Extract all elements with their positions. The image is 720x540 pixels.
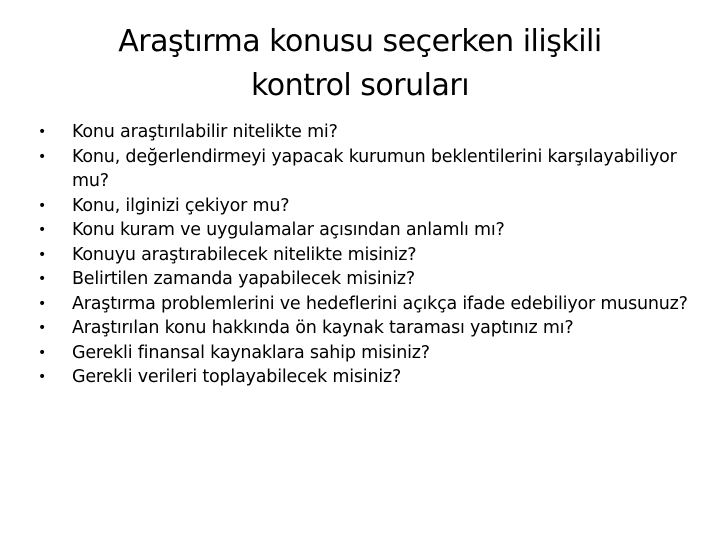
bullet-item bbox=[38, 365, 698, 390]
bullet-item bbox=[38, 120, 698, 145]
bullet-list bbox=[38, 120, 698, 390]
bullet-item bbox=[38, 218, 698, 243]
bullet-text: Konu, ilginizi çekiyor mu? bbox=[72, 195, 290, 216]
bullet-item bbox=[38, 267, 698, 292]
bullet-icon: • bbox=[38, 124, 47, 140]
bullet-item bbox=[38, 194, 698, 219]
bullet-text: Konu, değerlendirmeyi yapacak kurumun beklentilerini karşılayabiliyor mu? bbox=[72, 146, 677, 191]
bullet-item bbox=[38, 341, 698, 366]
bullet-item bbox=[38, 316, 698, 341]
bullet-icon: • bbox=[38, 148, 47, 165]
bullet-text: Gerekli finansal kaynaklara sahip misiniz? bbox=[72, 342, 430, 363]
bullet-icon: • bbox=[38, 246, 47, 263]
slide-title-line-2: kontrol soruları bbox=[250, 68, 470, 103]
bullet-text: Araştırma problemlerini ve hedeflerini açıkça ifade edebiliyor musunuz? bbox=[72, 293, 688, 314]
bullet-text: Konu kuram ve uygulamalar açısından anlamlı mı? bbox=[72, 220, 505, 240]
bullet-text: Araştırılan konu hakkında ön kaynak taraması yaptınız mı? bbox=[72, 318, 574, 338]
bullet-icon: • bbox=[38, 295, 47, 312]
bullet-text: Konu araştırılabilir nitelikte mi? bbox=[72, 122, 338, 142]
bullet-icon: • bbox=[38, 344, 47, 361]
bullet-item bbox=[38, 145, 698, 194]
bullet-text: Konuyu araştırabilecek nitelikte misiniz? bbox=[72, 244, 417, 265]
bullet-item bbox=[38, 292, 698, 317]
slide-title-line-1: Araştırma konusu seçerken ilişkili bbox=[118, 24, 602, 59]
bullet-item bbox=[38, 243, 698, 268]
bullet-icon: • bbox=[38, 369, 47, 385]
bullet-icon: • bbox=[38, 271, 47, 287]
slide-title bbox=[60, 20, 660, 108]
bullet-icon: • bbox=[38, 197, 47, 214]
bullet-text: Belirtilen zamanda yapabilecek misiniz? bbox=[72, 269, 415, 289]
bullet-icon: • bbox=[38, 320, 47, 336]
bullet-icon: • bbox=[38, 222, 47, 238]
bullet-text: Gerekli verileri toplayabilecek misiniz? bbox=[72, 367, 402, 387]
